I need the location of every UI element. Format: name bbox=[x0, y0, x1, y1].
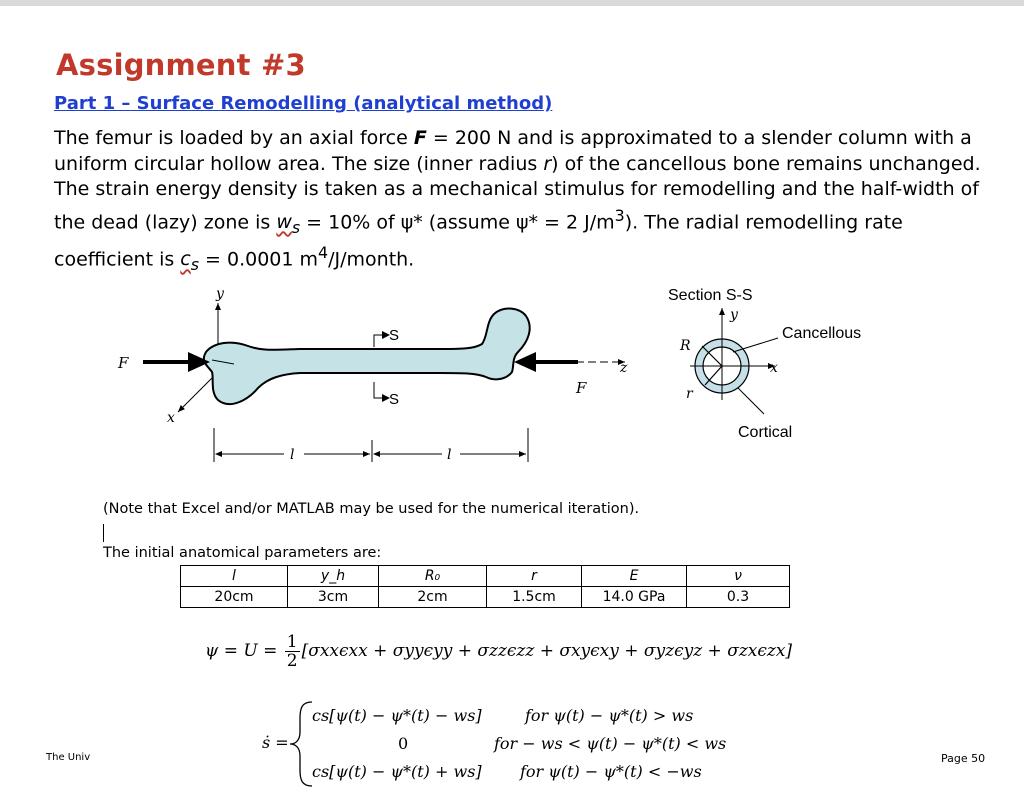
svg-text:for ψ(t) − ψ*(t) > ws: for ψ(t) − ψ*(t) > ws bbox=[525, 706, 694, 725]
svg-text:0: 0 bbox=[398, 734, 409, 753]
svg-text:for ψ(t) − ψ*(t) < −ws: for ψ(t) − ψ*(t) < −ws bbox=[520, 762, 702, 781]
cortical-label: Cortical bbox=[738, 424, 793, 441]
value-nu: 0.3 bbox=[687, 587, 790, 608]
initial-params-label: The initial anatomical parameters are: bbox=[103, 545, 382, 561]
section-mark-bottom: S bbox=[389, 391, 400, 408]
cancellous-label: Cancellous bbox=[782, 325, 862, 342]
svg-text:ṡ =: ṡ = bbox=[262, 733, 289, 752]
dimension-left-label: l bbox=[290, 447, 295, 463]
section-mark-top: S bbox=[389, 327, 400, 344]
footer-left: The Univ bbox=[46, 752, 91, 763]
dimension-right-label: l bbox=[447, 447, 452, 463]
value-r: 1.5cm bbox=[487, 587, 582, 608]
header-l: l bbox=[181, 566, 288, 587]
section-x-label: x bbox=[770, 360, 778, 376]
section-subtitle: Part 1 – Surface Remodelling (analytical method) bbox=[54, 93, 553, 114]
y-axis-label: y bbox=[216, 286, 224, 302]
z-axis-label: z bbox=[620, 360, 628, 376]
force-left-label: F bbox=[118, 354, 129, 372]
section-r-label: r bbox=[686, 386, 693, 402]
section-title: Section S-S bbox=[668, 287, 753, 304]
value-yh: 3cm bbox=[288, 587, 379, 608]
value-l: 20cm bbox=[181, 587, 288, 608]
section-R-label: R bbox=[680, 338, 691, 354]
problem-paragraph: The femur is loaded by an axial force F = 200 N and is approximated to a slender column with a uniform circular hollow area. The size (inner radius r) of the cancellous bone remains unchanged. The strain energy density is taken as a mechanical stimulus for remodelling and the half-width of the dead (lazy) zone is $w_s = 10\%$ of ψ* (assume ψ* = 2 $J/m^3$). The radial remodelling rate coefficient is $c_s = 0.0001$ $m^4/J$/month. bbox=[54, 127, 981, 275]
page-number: Page 50 bbox=[941, 752, 986, 765]
page-title: Assignment #3 bbox=[56, 48, 306, 82]
strain-energy-equation: ψ = U = $\frac{1}{2}$ [σxxϵxx + σyyϵyy + σzzϵzz + σxyϵxy + σyzϵyz + σzxϵzx] bbox=[205, 632, 793, 671]
svg-text:cs[ψ(t) − ψ*(t) − ws]: cs[ψ(t) − ψ*(t) − ws] bbox=[312, 706, 482, 725]
header-E: E bbox=[582, 566, 687, 587]
header-nu: ν bbox=[687, 566, 790, 587]
force-right-label: F bbox=[576, 379, 587, 397]
header-yh: y_h bbox=[288, 566, 379, 587]
header-R0: R₀ bbox=[379, 566, 487, 587]
header-r: r bbox=[487, 566, 582, 587]
svg-text:cs[ψ(t) − ψ*(t) + ws]: cs[ψ(t) − ψ*(t) + ws] bbox=[312, 762, 482, 781]
note-text: (Note that Excel and/or MATLAB may be used for the numerical iteration). bbox=[103, 501, 640, 517]
section-y-label: y bbox=[730, 307, 738, 323]
x-axis-label: x bbox=[167, 410, 175, 426]
value-E: 14.0 GPa bbox=[582, 587, 687, 608]
value-R0: 2cm bbox=[379, 587, 487, 608]
svg-text:for − ws < ψ(t) − ψ*(t) < ws: for − ws < ψ(t) − ψ*(t) < ws bbox=[494, 734, 727, 753]
